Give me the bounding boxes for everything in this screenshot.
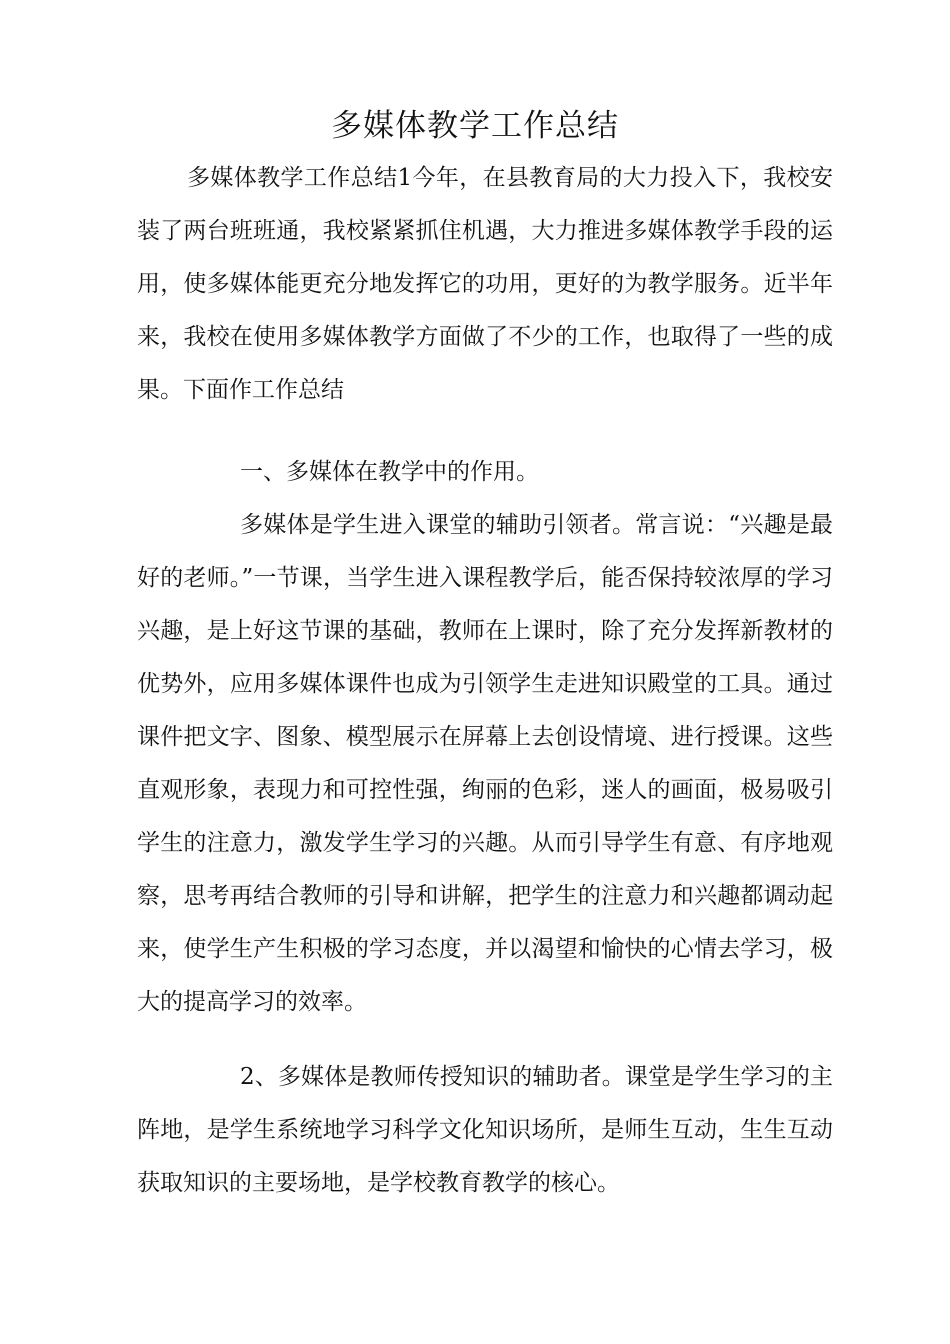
section-2-paragraph: 2、多媒体是教师传授知识的辅助者。课堂是学生学习的主阵地，是学生系统地学习科学文化知识场所，是师生互动，生生互动获取知识的主要场地，是学校教育教学的核心。 — [137, 1064, 833, 1196]
section-heading-1: 一、多媒体在教学中的作用。 — [240, 459, 539, 485]
intro-paragraph: 多媒体教学工作总结1今年，在县教育局的大力投入下，我校安装了两台班班通，我校紧紧抓住机遇，大力推进多媒体教学手段的运用，使多媒体能更充分地发挥它的功用，更好的为教学服务。近半年来，我校在使用多媒体教学方面做了不少的工作，也取得了一些的成果。下面作工作总结 — [137, 165, 833, 403]
document-title: 多媒体教学工作总结 — [331, 108, 619, 144]
section-1-paragraph: 多媒体是学生进入课堂的辅助引领者。常言说：“兴趣是最好的老师。”一节课，当学生进入课程教学后，能否保持较浓厚的学习兴趣，是上好这节课的基础，教师在上课时，除了充分发挥新教材的优势外，应用多媒体课件也成为引领学生走进知识殿堂的工具。通过课件把文字、图象、模型展示在屏幕上去创设情境、进行授课。这些直观形象，表现力和可控性强，绚丽的色彩，迷人的画面，极易吸引学生的注意力，激发学生学习的兴趣。从而引导学生有意、有序地观察，思考再结合教师的引导和讲解，把学生的注意力和兴趣都调动起来，使学生产生积极的学习态度，并以渴望和愉快的心情去学习，极大的提高学习的效率。 — [137, 512, 833, 1015]
